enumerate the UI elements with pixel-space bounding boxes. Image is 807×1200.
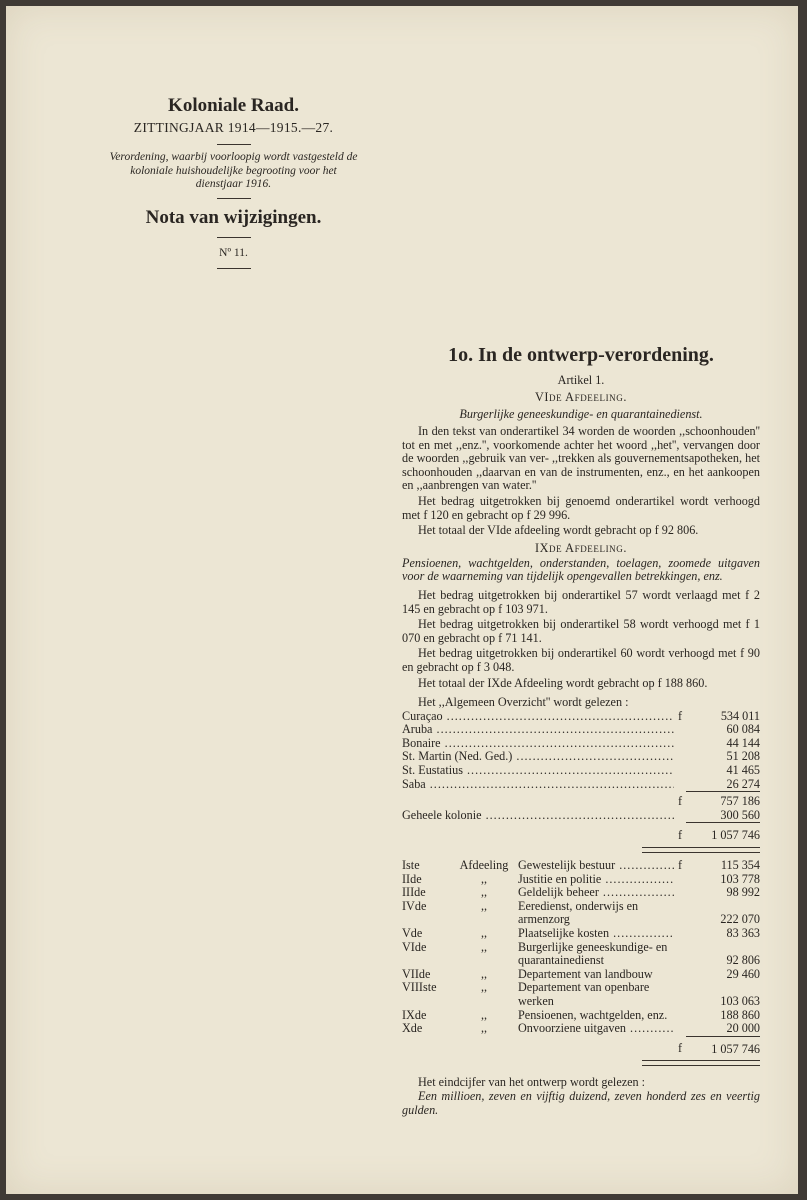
section9-title: IXde Afdeeling. (534, 540, 628, 555)
table-row (402, 927, 760, 941)
dept-desc: Justitie en politie ..... (518, 873, 674, 887)
island-name: Aruba ..... (402, 723, 674, 737)
dept-ordinal: IIIde (402, 885, 426, 900)
island-name: Saba ..... (402, 778, 674, 792)
section6-subtitle: Burgerlijke geneeskundige- en quarantainedienst. (459, 407, 703, 421)
currency-sign (674, 873, 686, 887)
island-value: 26 274 (726, 776, 760, 791)
table-row (402, 968, 760, 982)
dept-value: 98 992 (726, 885, 760, 900)
document-body (402, 342, 760, 1117)
document-header (106, 94, 361, 275)
table-row (402, 1022, 760, 1036)
table-row (402, 809, 760, 823)
divider (217, 144, 251, 145)
dept-ordinal: Iste (402, 858, 420, 873)
currency-sign (674, 900, 686, 927)
section6-paragraph: Het bedrag uitgetrokken bij genoemd onderartikel wordt verhoogd met f 120 en gebracht op f 29 996. (402, 493, 760, 522)
currency-sign (674, 723, 686, 737)
currency-sign (674, 981, 686, 1008)
nota-title: Nota van wijzigingen. (145, 206, 322, 228)
dept-word: ,, (480, 939, 488, 954)
total-row (402, 823, 760, 843)
divider (217, 237, 251, 238)
currency-sign (674, 778, 686, 792)
departments-table (402, 859, 760, 1056)
dept-ordinal: VIde (402, 939, 427, 954)
dept-desc: Plaatselijke kosten ..... (518, 927, 674, 941)
table-row (402, 750, 760, 764)
section9-subtitle: Pensioenen, wachtgelden, onderstanden, toelagen, zoomede uitgaven voor de waarneming van tijdelijk opengevallen betrekkingen, enz. (402, 555, 760, 584)
dept-value: 29 460 (726, 966, 760, 981)
dept-desc: Geldelijk beheer ..... (518, 886, 674, 900)
table-row (402, 1009, 760, 1023)
dept-value: 103 063 (720, 993, 760, 1008)
currency-sign: f (677, 1041, 683, 1056)
section9-paragraph: Het totaal der IXde Afdeeling wordt gebracht op f 188 860. (418, 675, 708, 690)
geheele-label: Geheele kolonie ..... (402, 809, 674, 823)
table-row (402, 764, 760, 778)
divider (217, 268, 251, 269)
ordinance-description: Verordening, waarbij voorloopig wordt vastgesteld de koloniale huishoudelijke begrooting voor het dienstjaar 1916. (109, 151, 358, 190)
dept-value: 115 354 (720, 858, 760, 873)
dept-value: 20 000 (726, 1021, 760, 1036)
table-row (402, 710, 760, 724)
overview-intro: Het ,,Algemeen Overzicht'' wordt gelezen : (418, 695, 629, 710)
island-value: 44 144 (726, 735, 760, 750)
article-heading: Artikel 1. (557, 373, 605, 387)
dept-ordinal: IIde (402, 871, 422, 886)
dept-word: ,, (480, 1021, 488, 1036)
dept-ordinal: IXde (402, 1007, 427, 1022)
table-row (402, 941, 760, 968)
section9-paragraph: Het bedrag uitgetrokken bij onderartikel 57 wordt verlaagd met f 2 145 en gebracht op f 103 971. (402, 587, 760, 616)
table-row (402, 737, 760, 751)
dept-word: ,, (480, 871, 488, 886)
island-value: 41 465 (726, 763, 760, 778)
total-value: 1 057 746 (686, 1036, 760, 1056)
dept-value: 222 070 (720, 912, 760, 927)
dept-ordinal: VIIde (402, 966, 431, 981)
island-value: 534 011 (720, 708, 760, 723)
subtotal-value: 757 186 (686, 792, 760, 809)
total-value: 1 057 746 (686, 823, 760, 843)
document-page (6, 6, 798, 1194)
dept-desc: Gewestelijk bestuur ..... (518, 859, 674, 873)
table-row (402, 886, 760, 900)
currency-sign (674, 927, 686, 941)
document-number: Nº 11. (219, 246, 248, 259)
currency-sign (674, 1009, 686, 1023)
total-row (402, 1036, 760, 1056)
table-row (402, 981, 760, 1008)
session-year: ZITTINGJAAR 1914—1915.—27. (133, 120, 334, 135)
dept-value: 103 778 (720, 871, 760, 886)
island-name: St. Eustatius ..... (402, 764, 674, 778)
main-heading: 1o. In de ontwerp-verordening. (448, 344, 714, 366)
dept-desc: Burgerlijke geneeskundige- en quarantainedienst (518, 939, 668, 968)
subtotal-row (402, 792, 760, 809)
table-row (402, 778, 760, 792)
dept-desc: Departement van openbare werken (518, 980, 650, 1008)
island-value: 51 208 (726, 749, 760, 764)
divider (217, 198, 251, 199)
section6-paragraph: In den tekst van onderartikel 34 worden de woorden ,,schoonhouden'' tot en met ,,enz.'', voorkomende achter het woord ,,het'', vervangen door de woorden ,,gebruik van ver- ,,trekken als gouvernementsapotheken, het schoonhouden ,,daarvan en van de instrumenten, enz., en het aankoopen en ,,aanbrengen van water.'' (402, 424, 760, 493)
currency-sign (674, 737, 686, 751)
dept-ordinal: VIIIste (402, 980, 437, 995)
table-row (402, 859, 760, 873)
island-value: 60 084 (726, 722, 760, 737)
section9-paragraph: Het bedrag uitgetrokken bij onderartikel 58 wordt verhoogd met f 1 070 en gebracht op f 71 141. (402, 617, 760, 645)
currency-sign: f (677, 794, 683, 809)
dept-word: ,, (480, 898, 488, 913)
currency-sign: f (677, 858, 683, 873)
island-name: Bonaire ..... (402, 737, 674, 751)
dept-word: Afdeeling (459, 858, 509, 873)
final-text: Een millioen, zeven en vijftig duizend, zeven honderd zes en veertig gulden. (402, 1088, 760, 1117)
dept-ordinal: IVde (402, 898, 427, 913)
section6-title: VIde Afdeeling. (534, 390, 628, 404)
currency-sign (674, 764, 686, 778)
dept-desc: Departement van landbouw (518, 966, 653, 981)
dept-word: ,, (480, 926, 488, 940)
dept-word: ,, (480, 1007, 488, 1022)
dept-ordinal: Xde (402, 1021, 423, 1036)
final-intro: Het eindcijfer van het ontwerp wordt gelezen : (418, 1075, 646, 1090)
dept-desc: Pensioenen, wachtgelden, enz. (518, 1007, 668, 1022)
dept-value: 83 363 (726, 926, 760, 940)
currency-sign (674, 968, 686, 982)
islands-table (402, 710, 760, 843)
currency-sign: f (677, 708, 683, 723)
currency-sign (674, 1022, 686, 1036)
council-title: Koloniale Raad. (168, 95, 299, 116)
island-name: St. Martin (Ned. Ged.) ..... (402, 750, 674, 764)
section6-paragraph: Het totaal der VIde afdeeling wordt gebracht op f 92 806. (418, 523, 699, 538)
currency-sign: f (677, 828, 683, 843)
island-name: Curaçao ..... (402, 710, 674, 724)
dept-value: 188 860 (720, 1007, 760, 1022)
dept-word: ,, (480, 980, 488, 995)
dept-value: 92 806 (726, 953, 760, 968)
dept-desc: Onvoorziene uitgaven ..... (518, 1022, 674, 1036)
table-row (402, 723, 760, 737)
currency-sign (674, 941, 686, 968)
geheele-value: 300 560 (720, 807, 760, 822)
currency-sign (674, 886, 686, 900)
dept-desc: Eeredienst, onderwijs en armenzorg (518, 898, 639, 927)
dept-ordinal: Vde (402, 926, 423, 940)
dept-word: ,, (480, 966, 488, 981)
table-row (402, 900, 760, 927)
dept-word: ,, (480, 885, 488, 900)
table-row (402, 873, 760, 887)
section9-paragraph: Het bedrag uitgetrokken bij onderartikel 60 wordt verhoogd met f 90 en gebracht op f 3 048. (402, 646, 760, 674)
double-rule (642, 1060, 760, 1066)
double-rule (642, 847, 760, 853)
currency-sign (674, 750, 686, 764)
